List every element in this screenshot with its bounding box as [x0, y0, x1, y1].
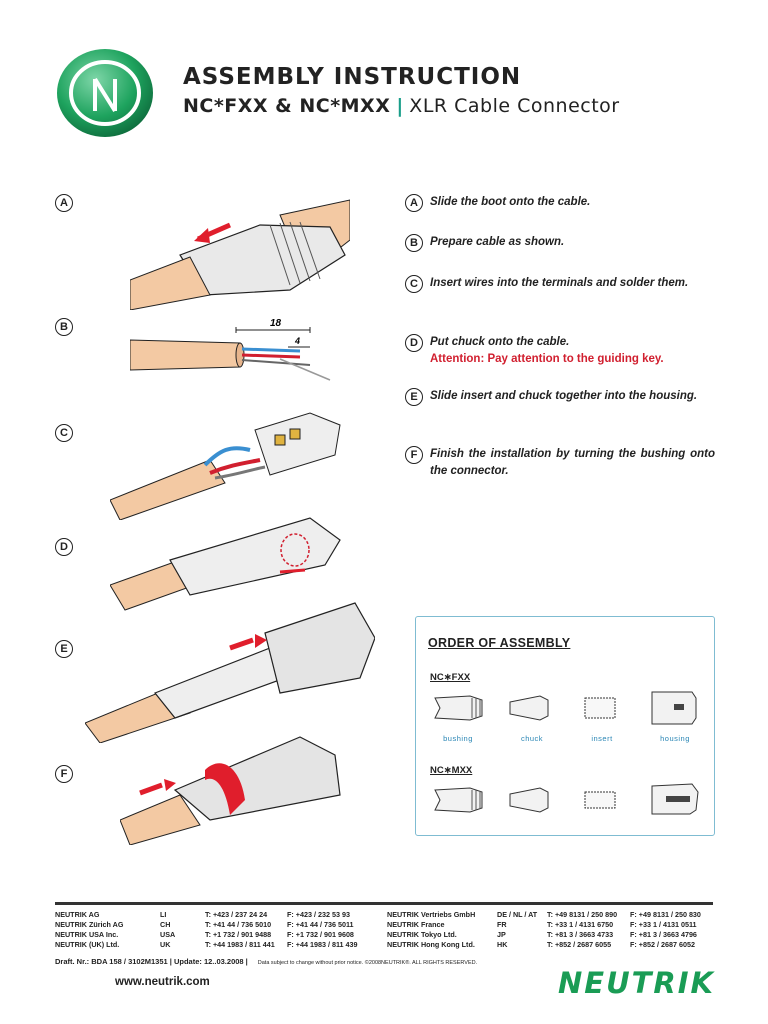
- title-separator: |: [396, 95, 404, 117]
- step-b: [405, 234, 715, 251]
- model-label-male: NC∗MXX: [430, 765, 473, 776]
- step-letter-c: C: [405, 275, 423, 293]
- model-numbers: NC*FXX & NC*MXX: [183, 95, 391, 117]
- contact-fax: F: +81 3 / 3663 4796: [630, 930, 697, 939]
- figure-letter-f: F: [55, 765, 73, 783]
- step-letter-d: D: [405, 334, 423, 352]
- model-label-female: NC∗FXX: [430, 672, 471, 683]
- order-of-assembly-title: ORDER OF ASSEMBLY: [428, 636, 571, 650]
- part-label-chuck: chuck: [520, 734, 544, 743]
- contact-code: LI: [160, 910, 167, 919]
- female-parts-illustration: [430, 688, 710, 728]
- step-f-text: Finish the installation by turning the bushing onto the connector.: [430, 448, 715, 477]
- step-b-text: Prepare cable as shown.: [430, 236, 565, 248]
- part-label-bushing: bushing: [443, 734, 473, 743]
- contact-code: DE / NL / AT: [497, 910, 538, 919]
- product-description: XLR Cable Connector: [409, 95, 620, 117]
- figure-a-illustration: [130, 195, 350, 310]
- step-d: [405, 334, 715, 368]
- website-link[interactable]: www.neutrik.com: [115, 976, 210, 988]
- contact-code: UK: [160, 940, 171, 949]
- step-letter-f: F: [405, 446, 423, 464]
- contact-name: NEUTRIK USA Inc.: [55, 930, 119, 939]
- contact-tel: T: +49 8131 / 250 890: [547, 910, 618, 919]
- dimension-18-label: 18: [270, 318, 282, 329]
- page-title: ASSEMBLY INSTRUCTION: [183, 64, 522, 90]
- figure-e-illustration: [85, 598, 375, 743]
- figure-letter-a: A: [55, 194, 73, 212]
- step-c: [405, 275, 715, 292]
- contact-name: NEUTRIK Vertriebs GmbH: [387, 910, 476, 919]
- contact-tel: T: +33 1 / 4131 6750: [547, 920, 614, 929]
- contact-fax: F: +41 44 / 736 5011: [287, 920, 354, 929]
- draft-info: [55, 957, 477, 966]
- contact-tel: T: +41 44 / 736 5010: [205, 920, 272, 929]
- part-label-insert: insert: [591, 734, 613, 743]
- contact-tel: T: +423 / 237 24 24: [205, 910, 268, 919]
- contact-tel: T: +81 3 / 3663 4733: [547, 930, 614, 939]
- draft-number: Draft. Nr.: BDA 158 / 3102M1351 | Update: 12..03.2008 |: [55, 957, 248, 966]
- contact-fax: F: +44 1983 / 811 439: [287, 940, 358, 949]
- contact-name: NEUTRIK France: [387, 920, 445, 929]
- step-a: [405, 194, 715, 211]
- contacts-right: [387, 910, 717, 952]
- contact-fax: F: +49 8131 / 250 830: [630, 910, 701, 919]
- dimension-4-label: 4: [295, 336, 301, 346]
- step-a-text: Slide the boot onto the cable.: [430, 196, 591, 208]
- step-c-text: Insert wires into the terminals and solder them.: [430, 277, 689, 289]
- step-d-text: Put chuck onto the cable.: [430, 336, 570, 348]
- part-label-housing: housing: [660, 734, 690, 743]
- page-subtitle: [183, 95, 620, 117]
- contact-name: NEUTRIK Tokyo Ltd.: [387, 930, 457, 939]
- figure-letter-c: C: [55, 424, 73, 442]
- figure-c-illustration: [110, 405, 350, 520]
- step-letter-a: A: [405, 194, 423, 212]
- neutrik-wordmark: NEUTRIK: [557, 966, 715, 1000]
- footer-divider: [55, 902, 713, 905]
- contact-tel: T: +852 / 2687 6055: [547, 940, 612, 949]
- step-e: [405, 388, 715, 405]
- contact-name: NEUTRIK AG: [55, 910, 100, 919]
- contact-code: JP: [497, 930, 506, 939]
- contact-code: USA: [160, 930, 176, 939]
- contact-code: FR: [497, 920, 507, 929]
- contacts-left: [55, 910, 385, 952]
- neutrik-logo: [55, 47, 155, 139]
- figure-letter-d: D: [55, 538, 73, 556]
- step-f: [405, 446, 715, 480]
- contact-code: CH: [160, 920, 171, 929]
- contact-tel: T: +1 732 / 901 9488: [205, 930, 272, 939]
- step-d-attention: Attention: Pay attention to the guiding key.: [430, 353, 664, 365]
- contact-name: NEUTRIK Zürich AG: [55, 920, 124, 929]
- contact-fax: F: +852 / 2687 6052: [630, 940, 695, 949]
- contact-fax: F: +423 / 232 53 93: [287, 910, 350, 919]
- copyright-notice: Data subject to change without prior notice. ©2008NEUTRIK®. ALL RIGHTS RESERVED.: [257, 960, 478, 966]
- male-parts-illustration: [430, 780, 710, 820]
- figure-letter-e: E: [55, 640, 73, 658]
- contact-tel: T: +44 1983 / 811 441: [205, 940, 275, 949]
- contact-code: HK: [497, 940, 508, 949]
- figure-letter-b: B: [55, 318, 73, 336]
- step-letter-b: B: [405, 234, 423, 252]
- contact-name: NEUTRIK (UK) Ltd.: [55, 940, 120, 949]
- contact-fax: F: +1 732 / 901 9608: [287, 930, 354, 939]
- contact-name: NEUTRIK Hong Kong Ltd.: [387, 940, 475, 949]
- step-e-text: Slide insert and chuck together into the housing.: [430, 390, 698, 402]
- figure-b-illustration: [130, 315, 350, 395]
- figure-f-illustration: [120, 725, 360, 845]
- step-letter-e: E: [405, 388, 423, 406]
- contact-fax: F: +33 1 / 4131 0511: [630, 920, 697, 929]
